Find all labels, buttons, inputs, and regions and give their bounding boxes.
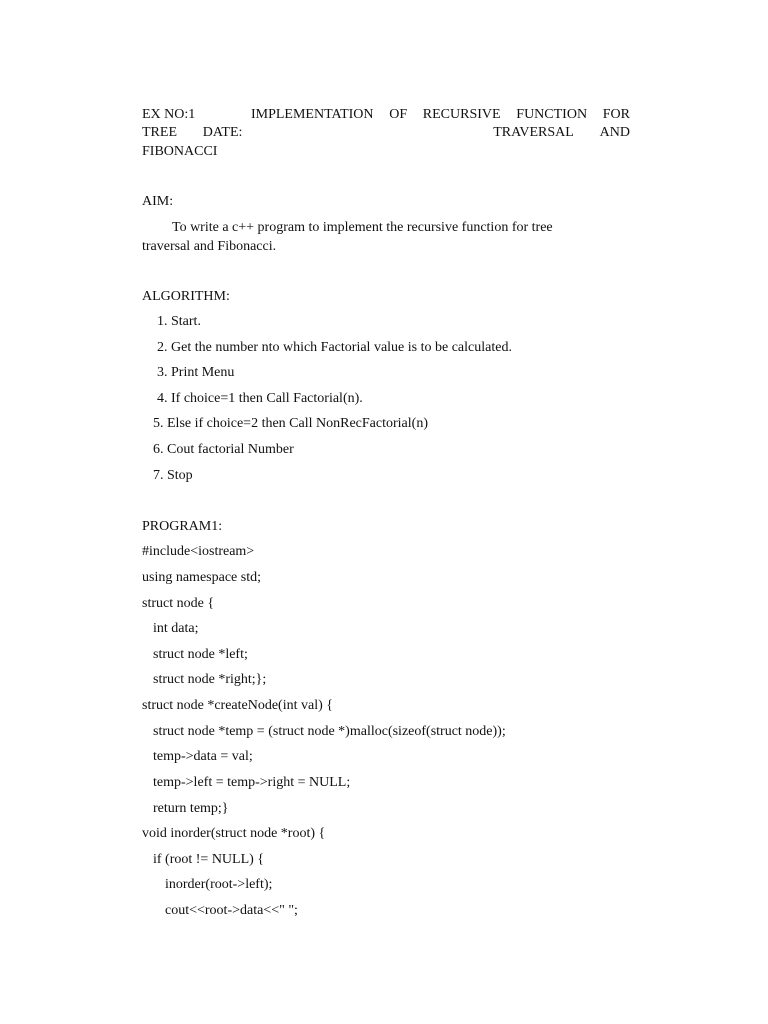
header-word: AND bbox=[599, 125, 630, 140]
code-line: temp->left = temp->right = NULL; bbox=[153, 775, 351, 790]
exercise-number: EX NO:1 bbox=[142, 107, 196, 122]
code-line: void inorder(struct node *root) { bbox=[142, 826, 326, 841]
aim-text-line-2: traversal and Fibonacci. bbox=[142, 239, 277, 254]
code-line: if (root != NULL) { bbox=[153, 852, 265, 867]
code-line: #include<iostream> bbox=[142, 544, 255, 559]
aim-text-line-1: To write a c++ program to implement the recursive function for tree bbox=[172, 220, 553, 235]
algorithm-step: 1. Start. bbox=[157, 314, 201, 329]
code-line: int data; bbox=[153, 621, 199, 636]
algorithm-step: 4. If choice=1 then Call Factorial(n). bbox=[157, 391, 363, 406]
header-word: FOR bbox=[602, 107, 630, 122]
header-word: TREE bbox=[142, 125, 177, 140]
code-line: inorder(root->left); bbox=[165, 877, 273, 892]
code-line: cout<<root->data<<" "; bbox=[165, 903, 298, 918]
code-line: using namespace std; bbox=[142, 570, 261, 585]
header-word: IMPLEMENTATION bbox=[250, 107, 374, 122]
header-title-line-2 bbox=[142, 124, 630, 142]
code-line: struct node *temp = (struct node *)malloc(sizeof(struct node)); bbox=[153, 724, 506, 739]
header-title-line-1 bbox=[142, 106, 630, 124]
code-line: return temp;} bbox=[153, 801, 229, 816]
code-line: struct node *createNode(int val) { bbox=[142, 698, 333, 713]
header-word: RECURSIVE bbox=[422, 107, 501, 122]
code-line: struct node *right;}; bbox=[153, 672, 267, 687]
algorithm-step: 2. Get the number nto which Factorial value is to be calculated. bbox=[157, 340, 512, 355]
algorithm-step: 5. Else if choice=2 then Call NonRecFactorial(n) bbox=[153, 416, 428, 431]
code-line: struct node { bbox=[142, 596, 215, 611]
program-heading: PROGRAM1: bbox=[142, 519, 223, 534]
code-line: temp->data = val; bbox=[153, 749, 253, 764]
code-line: struct node *left; bbox=[153, 647, 248, 662]
header-word: TRAVERSAL bbox=[493, 125, 574, 140]
algorithm-step: 6. Cout factorial Number bbox=[153, 442, 294, 457]
aim-heading: AIM: bbox=[142, 194, 174, 209]
algorithm-step: 7. Stop bbox=[153, 468, 193, 483]
header-word: OF bbox=[389, 107, 408, 122]
date-label: DATE: bbox=[202, 125, 243, 140]
algorithm-step: 3. Print Menu bbox=[157, 365, 235, 380]
header-word: FUNCTION bbox=[516, 107, 588, 122]
header-title-line-3: FIBONACCI bbox=[142, 144, 218, 159]
algorithm-heading: ALGORITHM: bbox=[142, 289, 230, 304]
